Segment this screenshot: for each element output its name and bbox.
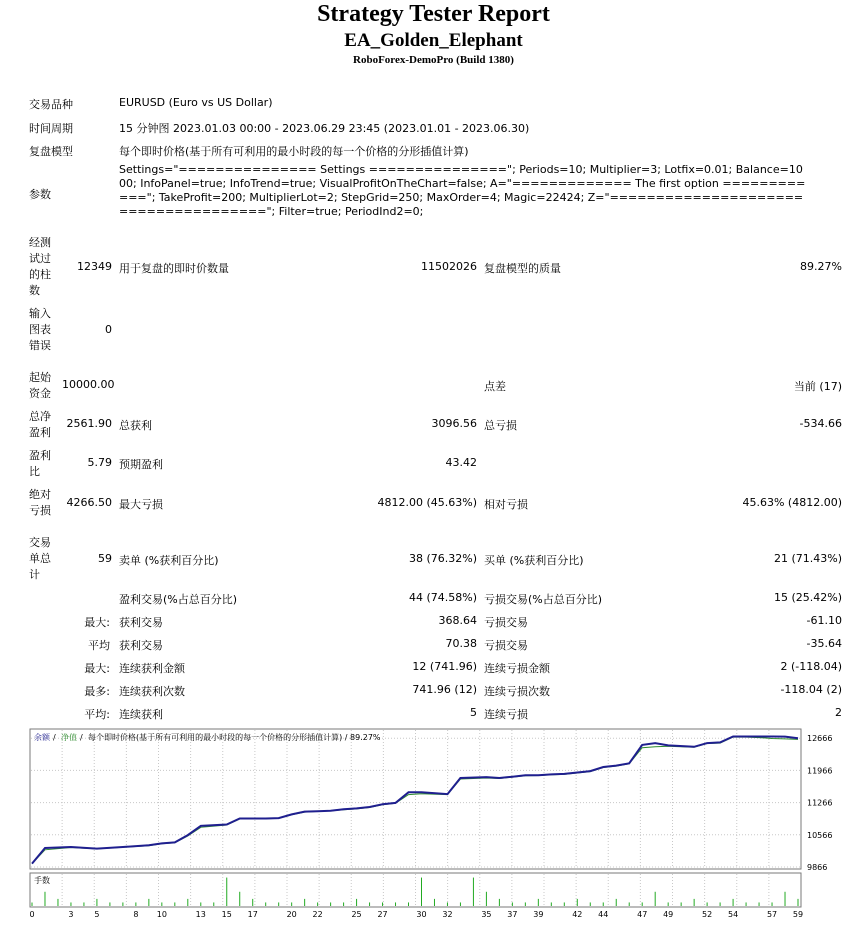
expert-name: EA_Golden_Elephant [344, 30, 523, 51]
loss-trades-value: 15 (25.42%) [773, 591, 842, 604]
profit-factor-value: 5.79 [87, 456, 112, 469]
report-title: Strategy Tester Report [317, 1, 550, 27]
server-build: RoboForex-DemoPro (Build 1380) [353, 54, 514, 66]
period-value: 15 分钟图 2023.01.03 00:00 - 2023.06.29 23:45 (2023.01.01 - 2023.06.30) [119, 122, 530, 135]
balance-y-tick-label: 11966 [807, 766, 833, 776]
lots-x-tick-label: 5 [94, 910, 100, 919]
lots-x-tick-label: 17 [247, 910, 258, 919]
balance-y-tick-label: 9866 [807, 863, 828, 872]
average-loss-value: -35.64 [806, 637, 842, 650]
lots-x-tick-label: 10 [156, 910, 167, 919]
spread-label: 点差 [484, 380, 506, 393]
lots-x-tick-label: 15 [221, 910, 232, 919]
balance-y-tick-label: 12666 [807, 734, 833, 744]
consec-win-count-label: 连续获利次数 [119, 685, 185, 698]
lots-x-tick-label: 57 [766, 910, 778, 919]
lots-x-tick-label: 27 [377, 910, 388, 919]
deposit-value: 10000.00 [62, 378, 115, 391]
lots-x-tick-label: 39 [533, 910, 544, 919]
abs-drawdown-label: 绝对亏损 [29, 488, 51, 517]
legend-balance: 余额 [34, 733, 50, 742]
lots-x-tick-label: 3 [68, 910, 74, 919]
legend-equity: 净值 [61, 733, 77, 742]
errors-value: 0 [105, 323, 112, 336]
errors-label: 输入图表错误 [29, 307, 51, 352]
abs-drawdown-value: 4266.50 [66, 496, 112, 509]
consec-loss-amount-value: 2 (-118.04) [780, 660, 842, 673]
deposit-label: 起始资金 [29, 371, 51, 400]
lots-x-tick-label: 8 [133, 910, 139, 919]
largest-profit-label: 获利交易 [119, 616, 163, 629]
params-label: 参数 [29, 188, 51, 201]
lots-x-tick-label: 54 [727, 910, 739, 919]
largest-loss-label: 亏损交易 [484, 616, 528, 629]
net-profit-value: 2561.90 [66, 417, 112, 430]
lots-x-tick-label: 13 [195, 910, 206, 919]
legend-model: 每个即时价格(基于所有可利用的最小时段的每一个价格的分形插值计算) / 89.27% [88, 733, 381, 742]
largest-loss-value: -61.10 [806, 614, 842, 627]
lots-chart-title: 手数 [34, 876, 50, 885]
lots-x-tick-label: 30 [416, 910, 427, 919]
ticks-label: 用于复盘的即时价数量 [119, 262, 229, 275]
total-trades-value: 59 [98, 552, 112, 565]
consec-win-amount-label: 连续获利金额 [119, 662, 185, 675]
model-label: 复盘模型 [29, 145, 73, 158]
legend-sep-1: / [53, 733, 56, 742]
average-profit-value: 70.38 [445, 637, 477, 650]
consec-win-count-value: 741.96 (12) [412, 683, 477, 696]
lots-x-tick-label: 37 [507, 910, 518, 919]
maximal-prefix: 最多: [84, 685, 110, 698]
balance-equity-chart [30, 729, 832, 872]
largest-prefix: 最大: [84, 616, 110, 629]
quality-value: 89.27% [800, 260, 842, 273]
total-trades-label: 交易单总计 [29, 536, 51, 581]
lots-x-tick-label: 47 [637, 910, 648, 919]
bars-value: 12349 [77, 260, 112, 273]
params-value: Settings="=============== Settings ==============="; Periods=10; Multiplier=3; Lotfix=0.01; Balance=1000; InfoPanel=true; InfoTrend=true; VisualProfitOnTheChart=false; A="============= The first option ============"; TakeProfit=200; MultiplierLot=2; StepGrid=250; MaxOrder=4; Magic=22424; Z="====================================="; Filter=true; PeriodInd2=0; [119, 163, 806, 218]
lots-x-tick-label: 22 [312, 910, 323, 919]
consec-win-amount-value: 12 (741.96) [412, 660, 477, 673]
win-trades-value: 44 (74.58%) [408, 591, 477, 604]
gross-loss-value: -534.66 [799, 417, 842, 430]
lots-x-tick-label: 44 [598, 910, 609, 919]
ticks-value: 11502026 [421, 260, 477, 273]
expected-payoff-value: 43.42 [445, 456, 477, 469]
gross-profit-value: 3096.56 [431, 417, 477, 430]
model-value: 每个即时价格(基于所有可利用的最小时段的每一个价格的分形插值计算) [119, 145, 469, 158]
spread-value: 当前 (17) [793, 380, 842, 393]
lots-x-tick-label: 42 [572, 910, 583, 919]
gross-loss-label: 总亏损 [484, 419, 517, 432]
rel-drawdown-label: 相对亏损 [484, 498, 528, 511]
balance-y-tick-label: 10566 [807, 830, 833, 840]
win-trades-label: 盈利交易(%占总百分比) [119, 593, 238, 606]
symbol-value: EURUSD (Euro vs US Dollar) [119, 96, 273, 109]
net-profit-label: 总净盈利 [29, 410, 51, 439]
lots-x-tick-label: 20 [286, 910, 297, 919]
quality-label: 复盘模型的质量 [484, 262, 561, 275]
period-label: 时间周期 [29, 122, 73, 135]
lots-x-tick-label: 0 [29, 910, 35, 919]
consec-loss-count-label: 连续亏损次数 [484, 685, 550, 698]
lots-x-tick-label: 59 [792, 910, 804, 919]
max-drawdown-label: 最大亏损 [119, 498, 163, 511]
lots-chart [29, 873, 803, 919]
balance-y-tick-label: 11266 [807, 798, 833, 808]
long-trades-label: 买单 (%获利百分比) [484, 554, 584, 567]
avg-consec-loss-label: 连续亏损 [484, 708, 528, 721]
avg-consec-loss-value: 2 [835, 706, 842, 719]
profit-factor-label: 盈利比 [29, 449, 51, 478]
lots-x-tick-label: 49 [663, 910, 674, 919]
max-drawdown-value: 4812.00 (45.63%) [377, 496, 477, 509]
average-prefix: 平均 [88, 639, 110, 652]
rel-drawdown-value: 45.63% (4812.00) [742, 496, 842, 509]
loss-trades-label: 亏损交易(%占总百分比) [484, 593, 603, 606]
avg-consecutive-prefix: 平均: [84, 708, 110, 721]
gross-profit-label: 总获利 [119, 419, 152, 432]
expected-payoff-label: 预期盈利 [119, 458, 163, 471]
legend-sep-2: / [80, 733, 83, 742]
long-trades-value: 21 (71.43%) [773, 552, 842, 565]
short-trades-value: 38 (76.32%) [408, 552, 477, 565]
lots-x-tick-label: 52 [702, 910, 713, 919]
lots-x-tick-label: 25 [351, 910, 362, 919]
lots-x-tick-label: 35 [481, 910, 492, 919]
avg-consec-win-value: 5 [470, 706, 477, 719]
max-consecutive-prefix: 最大: [84, 662, 110, 675]
average-profit-label: 获利交易 [119, 639, 163, 652]
average-loss-label: 亏损交易 [484, 639, 528, 652]
lots-x-tick-label: 32 [442, 910, 453, 919]
consec-loss-amount-label: 连续亏损金额 [484, 662, 550, 675]
consec-loss-count-value: -118.04 (2) [780, 683, 842, 696]
largest-profit-value: 368.64 [438, 614, 477, 627]
bars-label: 经测试过的柱数 [29, 236, 51, 297]
avg-consec-win-label: 连续获利 [119, 708, 163, 721]
short-trades-label: 卖单 (%获利百分比) [119, 554, 219, 567]
symbol-label: 交易品种 [29, 98, 73, 111]
